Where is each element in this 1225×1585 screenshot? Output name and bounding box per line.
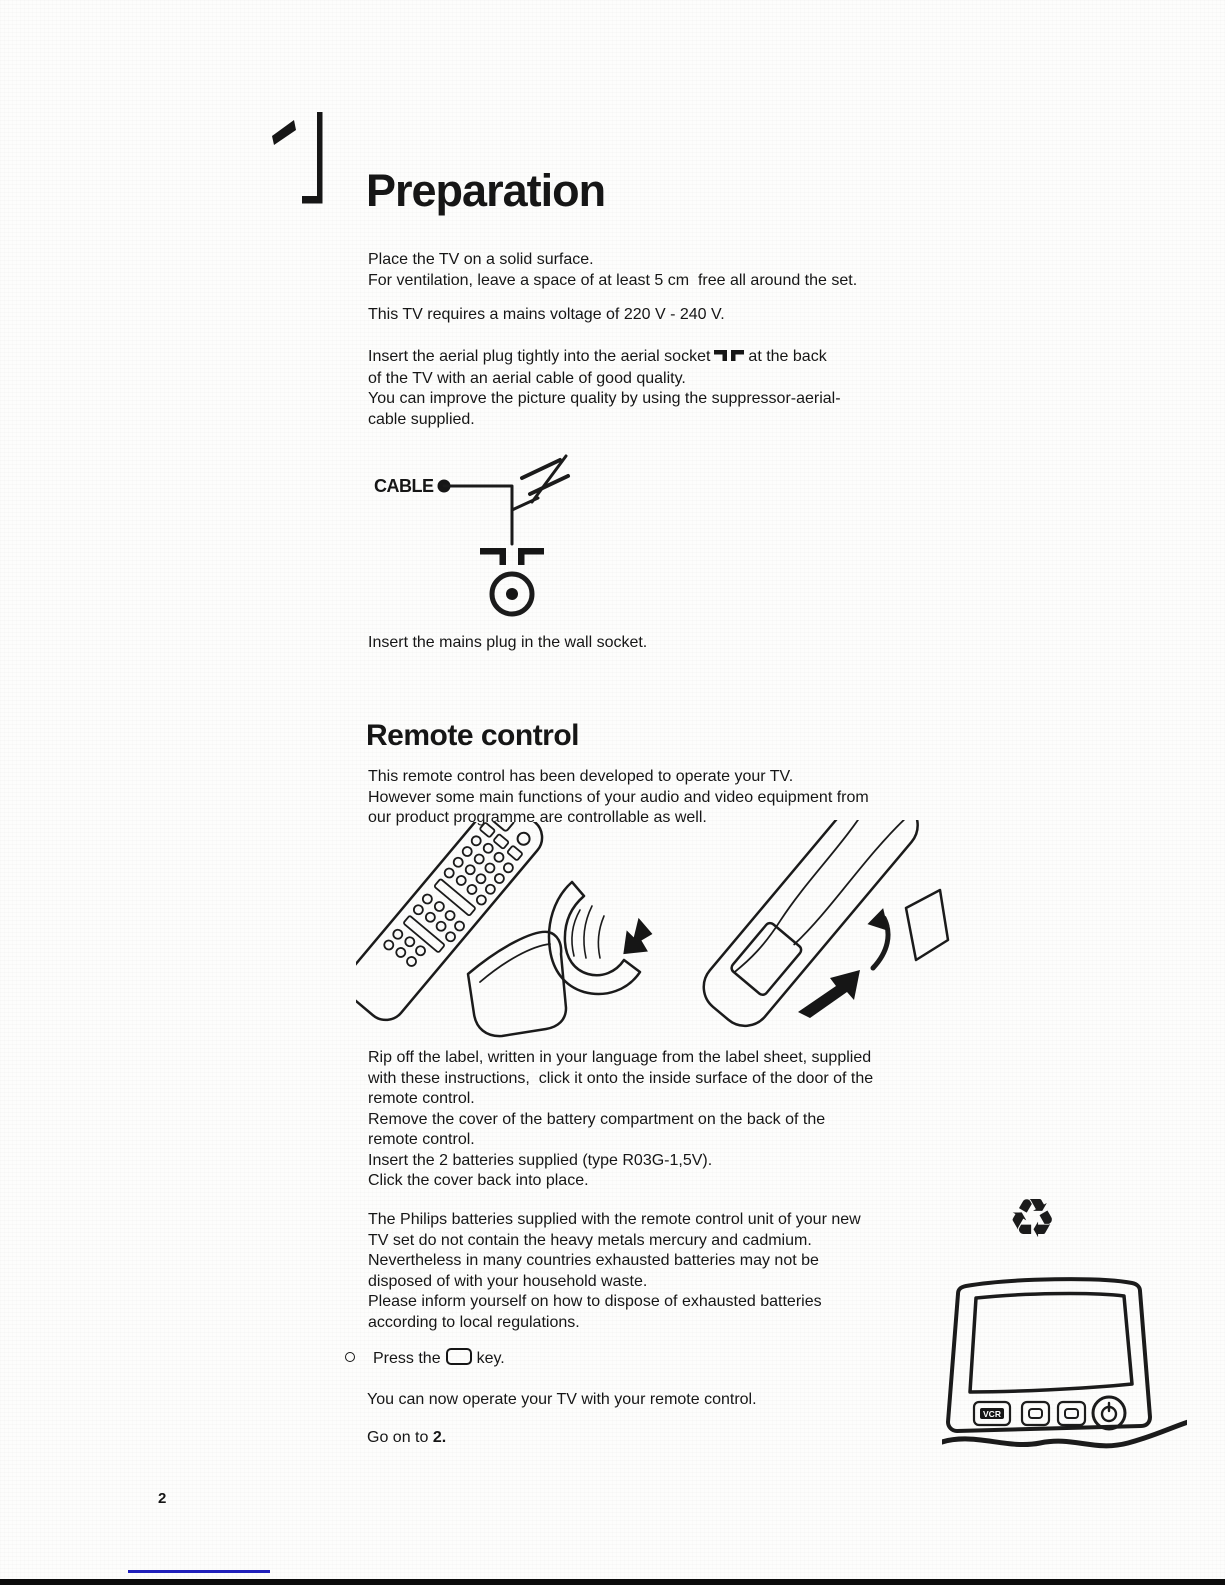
aerial-socket-icon	[714, 348, 744, 369]
paragraph-solid-surface	[368, 250, 857, 291]
paragraph-mains-voltage	[368, 305, 725, 326]
battery-door-illustration	[540, 876, 665, 1016]
text-line: You can improve the picture quality by using the suppressor-aerial-	[368, 390, 841, 407]
text-line: of the TV with an aerial cable of good quality.	[368, 369, 686, 387]
text-line: This TV requires a mains voltage of 220 V - 240 V.	[368, 306, 725, 323]
paragraph-operate-tv	[367, 1390, 757, 1411]
text-line: Insert the 2 batteries supplied (type R03G-1,5V).	[368, 1151, 713, 1169]
text-line: For ventilation, leave a space of at least 5 cm free all around the set.	[368, 271, 858, 289]
paragraph-label-batteries	[368, 1048, 873, 1192]
aerial-line-pre: Insert the aerial plug tightly into the aerial socket	[368, 348, 711, 365]
paragraph-aerial-plug	[368, 347, 841, 430]
key-icon	[446, 1348, 472, 1365]
aerial-line-post: at the back	[748, 348, 827, 365]
text-line: our product programme are controllable as well.	[368, 809, 707, 826]
press-key-post: key.	[476, 1350, 505, 1367]
text-line: Insert the mains plug in the wall socket.	[368, 634, 648, 651]
page-title: Preparation	[366, 165, 606, 216]
recycle-icon: ♻	[1008, 1189, 1057, 1249]
text-line: Remove the cover of the battery compartment on the back of the	[368, 1110, 826, 1128]
text-line: Place the TV on a solid surface.	[368, 251, 594, 268]
scan-artifact-bottom-band	[0, 1579, 1225, 1585]
text-line: Click the cover back into place.	[368, 1172, 589, 1189]
bullet-icon	[345, 1352, 355, 1362]
text-line: You can now operate your TV with your remote control.	[367, 1391, 757, 1408]
paragraph-mains-plug	[368, 633, 647, 654]
step-press-key	[345, 1348, 505, 1370]
text-line: cable supplied.	[368, 410, 475, 428]
text-line: remote control.	[368, 1131, 475, 1148]
text-line: TV set do not contain the heavy metals mercury and cadmium.	[368, 1231, 812, 1249]
remote-back-illustration	[648, 820, 968, 1042]
tv-illustration	[942, 1272, 1187, 1458]
cable-label: CABLE	[374, 476, 434, 496]
text-line: Please inform yourself on how to dispose of exhausted batteries	[368, 1293, 822, 1310]
paragraph-go-on	[367, 1428, 446, 1449]
text-line: This remote control has been developed to operate your TV.	[368, 768, 794, 785]
paragraph-battery-disposal	[368, 1210, 861, 1333]
cable-diagram-drawing	[372, 452, 592, 622]
go-on-number: 2.	[432, 1429, 447, 1446]
text-line: with these instructions, click it onto the inside surface of the door of the	[368, 1069, 874, 1087]
go-on-pre: Go on to	[367, 1429, 433, 1446]
text-line: according to local regulations.	[368, 1313, 580, 1331]
cable-aerial-diagram	[372, 452, 592, 622]
text-line	[368, 347, 841, 369]
text-line: Nevertheless in many countries exhausted batteries may not be	[368, 1252, 819, 1269]
tv-vcr-button-label: VCR	[983, 1409, 1001, 1419]
text-line: The Philips batteries supplied with the remote control unit of your new	[368, 1211, 861, 1228]
text-line: disposed of with your household waste.	[368, 1272, 648, 1290]
press-key-pre: Press the	[373, 1350, 441, 1367]
text-line: Rip off the label, written in your language from the label sheet, supplied	[368, 1049, 872, 1066]
text-line: remote control.	[368, 1090, 475, 1107]
page-number: 2	[158, 1490, 167, 1507]
scan-artifact-blue-line	[128, 1570, 270, 1573]
chapter-number-glyph	[250, 90, 340, 215]
section-title-remote-control: Remote control	[366, 719, 580, 752]
text-line: However some main functions of your audio and video equipment from	[368, 788, 869, 806]
